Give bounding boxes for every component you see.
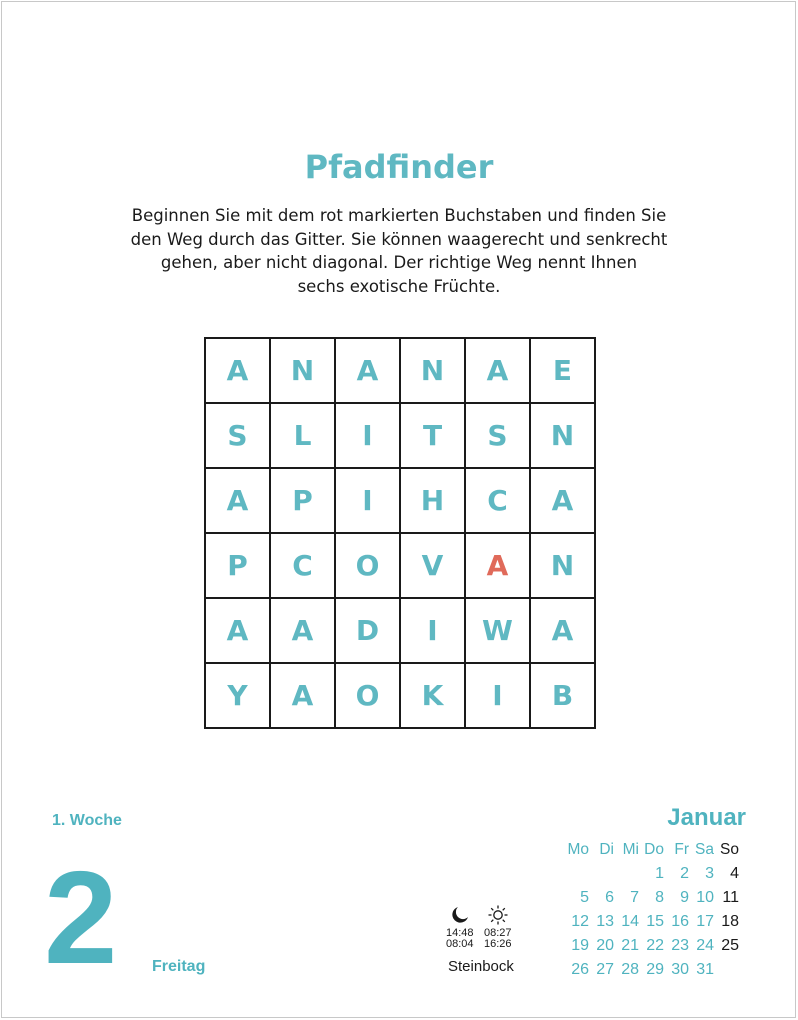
calendar-weekday: Sa [695,841,714,858]
calendar-day: 7 [630,889,639,906]
puzzle-title: Pfadfinder [304,148,494,186]
calendar-day: 25 [721,937,739,954]
calendar-day: 11 [722,889,739,906]
calendar-day: 5 [580,889,589,906]
grid-cell: B [531,664,596,729]
calendar-day [566,862,591,886]
calendar-day: 6 [605,889,614,906]
calendar-day: 12 [571,913,589,930]
sun-times [484,905,512,950]
grid-cell: V [401,534,466,599]
instructions-line: den Weg durch das Gitter. Sie können waagerecht und senkrecht [130,229,668,249]
letter-grid [204,337,596,729]
week-label: 1. Woche [52,812,122,829]
calendar-day: 10 [696,889,714,906]
moon-set: 08:04 [446,938,474,950]
calendar-day: 2 [680,865,689,882]
instructions-line: gehen, aber nicht diagonal. Der richtige Weg nennt Ihnen [160,253,638,272]
calendar-day [716,958,741,982]
grid-cell: I [466,664,531,729]
calendar-day [616,862,641,886]
calendar-weekday: So [720,841,739,858]
grid-cell: A [271,664,336,729]
calendar-day: 23 [671,937,689,954]
sun-set: 16:26 [484,938,512,950]
grid-cell: D [336,599,401,664]
grid-cell: A [206,599,271,664]
calendar-day: 14 [621,913,639,930]
grid-cell: S [206,404,271,469]
grid-cell: N [531,534,596,599]
day-number: 2 [44,844,118,991]
moon-icon [450,905,470,925]
grid-cell: I [401,599,466,664]
grid-cell: P [206,534,271,599]
grid-cell: A [336,339,401,404]
grid-cell: W [466,599,531,664]
calendar-day: 27 [596,961,614,978]
calendar-weekday: Do [644,841,664,858]
sun-icon [488,905,508,925]
grid-cell: I [336,469,401,534]
calendar-day: 8 [655,889,664,906]
grid-cell: A [531,599,596,664]
calendar-weekday: Di [599,841,614,858]
grid-cell: O [336,534,401,599]
calendar-weekday: Fr [674,841,689,858]
puzzle-instructions [120,204,678,298]
grid-cell: T [401,404,466,469]
grid-cell: N [271,339,336,404]
grid-cell: N [531,404,596,469]
calendar-weekday: Mi [622,841,639,858]
grid-cell: I [336,404,401,469]
grid-cell: C [271,534,336,599]
calendar-day: 13 [596,913,614,930]
grid-cell-start: A [466,534,531,599]
calendar-month: Januar [667,804,746,831]
calendar-weekday: Mo [567,841,589,858]
calendar-day: 1 [655,865,664,882]
moon-rise: 14:48 [446,927,474,939]
calendar-day: 20 [596,937,614,954]
calendar-day: 26 [571,961,589,978]
grid-cell: A [206,469,271,534]
instructions-line: Beginnen Sie mit dem rot markierten Buchstaben und finden Sie [131,206,667,225]
calendar-day: 17 [696,913,714,930]
calendar-day: 30 [671,961,689,978]
instructions-line: sechs exotische Früchte. [297,276,501,296]
zodiac-sign: Steinbock [448,958,514,975]
calendar-day: 24 [696,937,714,954]
calendar-day: 29 [646,961,664,978]
grid-cell: N [401,339,466,404]
grid-cell: E [531,339,596,404]
grid-cell: C [466,469,531,534]
mini-calendar [566,838,741,982]
calendar-day: 16 [671,913,689,930]
grid-cell: A [531,469,596,534]
grid-cell: K [401,664,466,729]
grid-cell: P [271,469,336,534]
grid-cell: H [401,469,466,534]
calendar-day: 21 [621,937,639,954]
calendar-day: 18 [721,913,739,930]
calendar-day: 28 [621,961,639,978]
calendar-day: 22 [646,937,664,954]
weekday-label: Freitag [152,958,206,975]
grid-cell: A [271,599,336,664]
grid-cell: A [206,339,271,404]
calendar-day [591,862,616,886]
grid-cell: L [271,404,336,469]
calendar-day: 15 [646,913,664,930]
grid-cell: Y [206,664,271,729]
sun-rise: 08:27 [484,927,512,939]
calendar-day: 9 [680,889,689,906]
grid-cell: O [336,664,401,729]
calendar-day: 4 [730,865,739,882]
calendar-day: 19 [571,937,589,954]
grid-cell: S [466,404,531,469]
calendar-day: 3 [705,865,714,882]
calendar-day: 31 [696,961,714,978]
moon-times [446,905,474,950]
grid-cell: A [466,339,531,404]
